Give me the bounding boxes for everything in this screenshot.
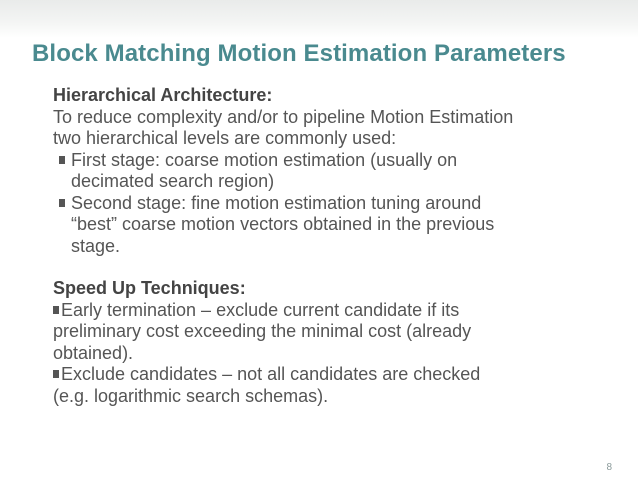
slide-title: Block Matching Motion Estimation Parameters (32, 40, 566, 67)
paragraph-line: (e.g. logarithmic search schemas). (53, 385, 329, 406)
bullet-item (53, 150, 613, 193)
bullet-line: Exclude candidates – not all candidates are checked (61, 364, 481, 384)
bullet-marker-icon (53, 306, 59, 314)
bullet-line: Second stage: fine motion estimation tuning around (71, 192, 482, 213)
bullet-marker-icon (59, 156, 65, 164)
paragraph-line: obtained). (53, 342, 134, 363)
bullet-marker-icon (59, 199, 65, 207)
paragraph-line: two hierarchical levels are commonly used: (53, 128, 397, 148)
bullet-line: “best” coarse motion vectors obtained in the previous (71, 214, 495, 234)
bullet-line: First stage: coarse motion estimation (usually on (71, 149, 458, 170)
header-band (0, 0, 638, 38)
spacer (53, 257, 613, 278)
bullet-item (53, 300, 613, 322)
bullet-line: decimated search region) (71, 171, 275, 191)
slide-body (53, 85, 613, 407)
bullet-line: stage. (71, 235, 121, 256)
paragraph-line: preliminary cost exceeding the minimal cost (already (53, 321, 472, 341)
section-heading-hierarchical: Hierarchical Architecture: (53, 85, 273, 105)
section-heading-speed-up: Speed Up Techniques: (53, 278, 246, 298)
paragraph-line: To reduce complexity and/or to pipeline Motion Estimation (53, 106, 514, 127)
bullet-line: Early termination – exclude current candidate if its (61, 299, 460, 320)
bullet-marker-icon (53, 370, 59, 378)
bullet-item (53, 364, 613, 386)
bullet-item (53, 193, 613, 258)
page-number: 8 (606, 462, 612, 473)
